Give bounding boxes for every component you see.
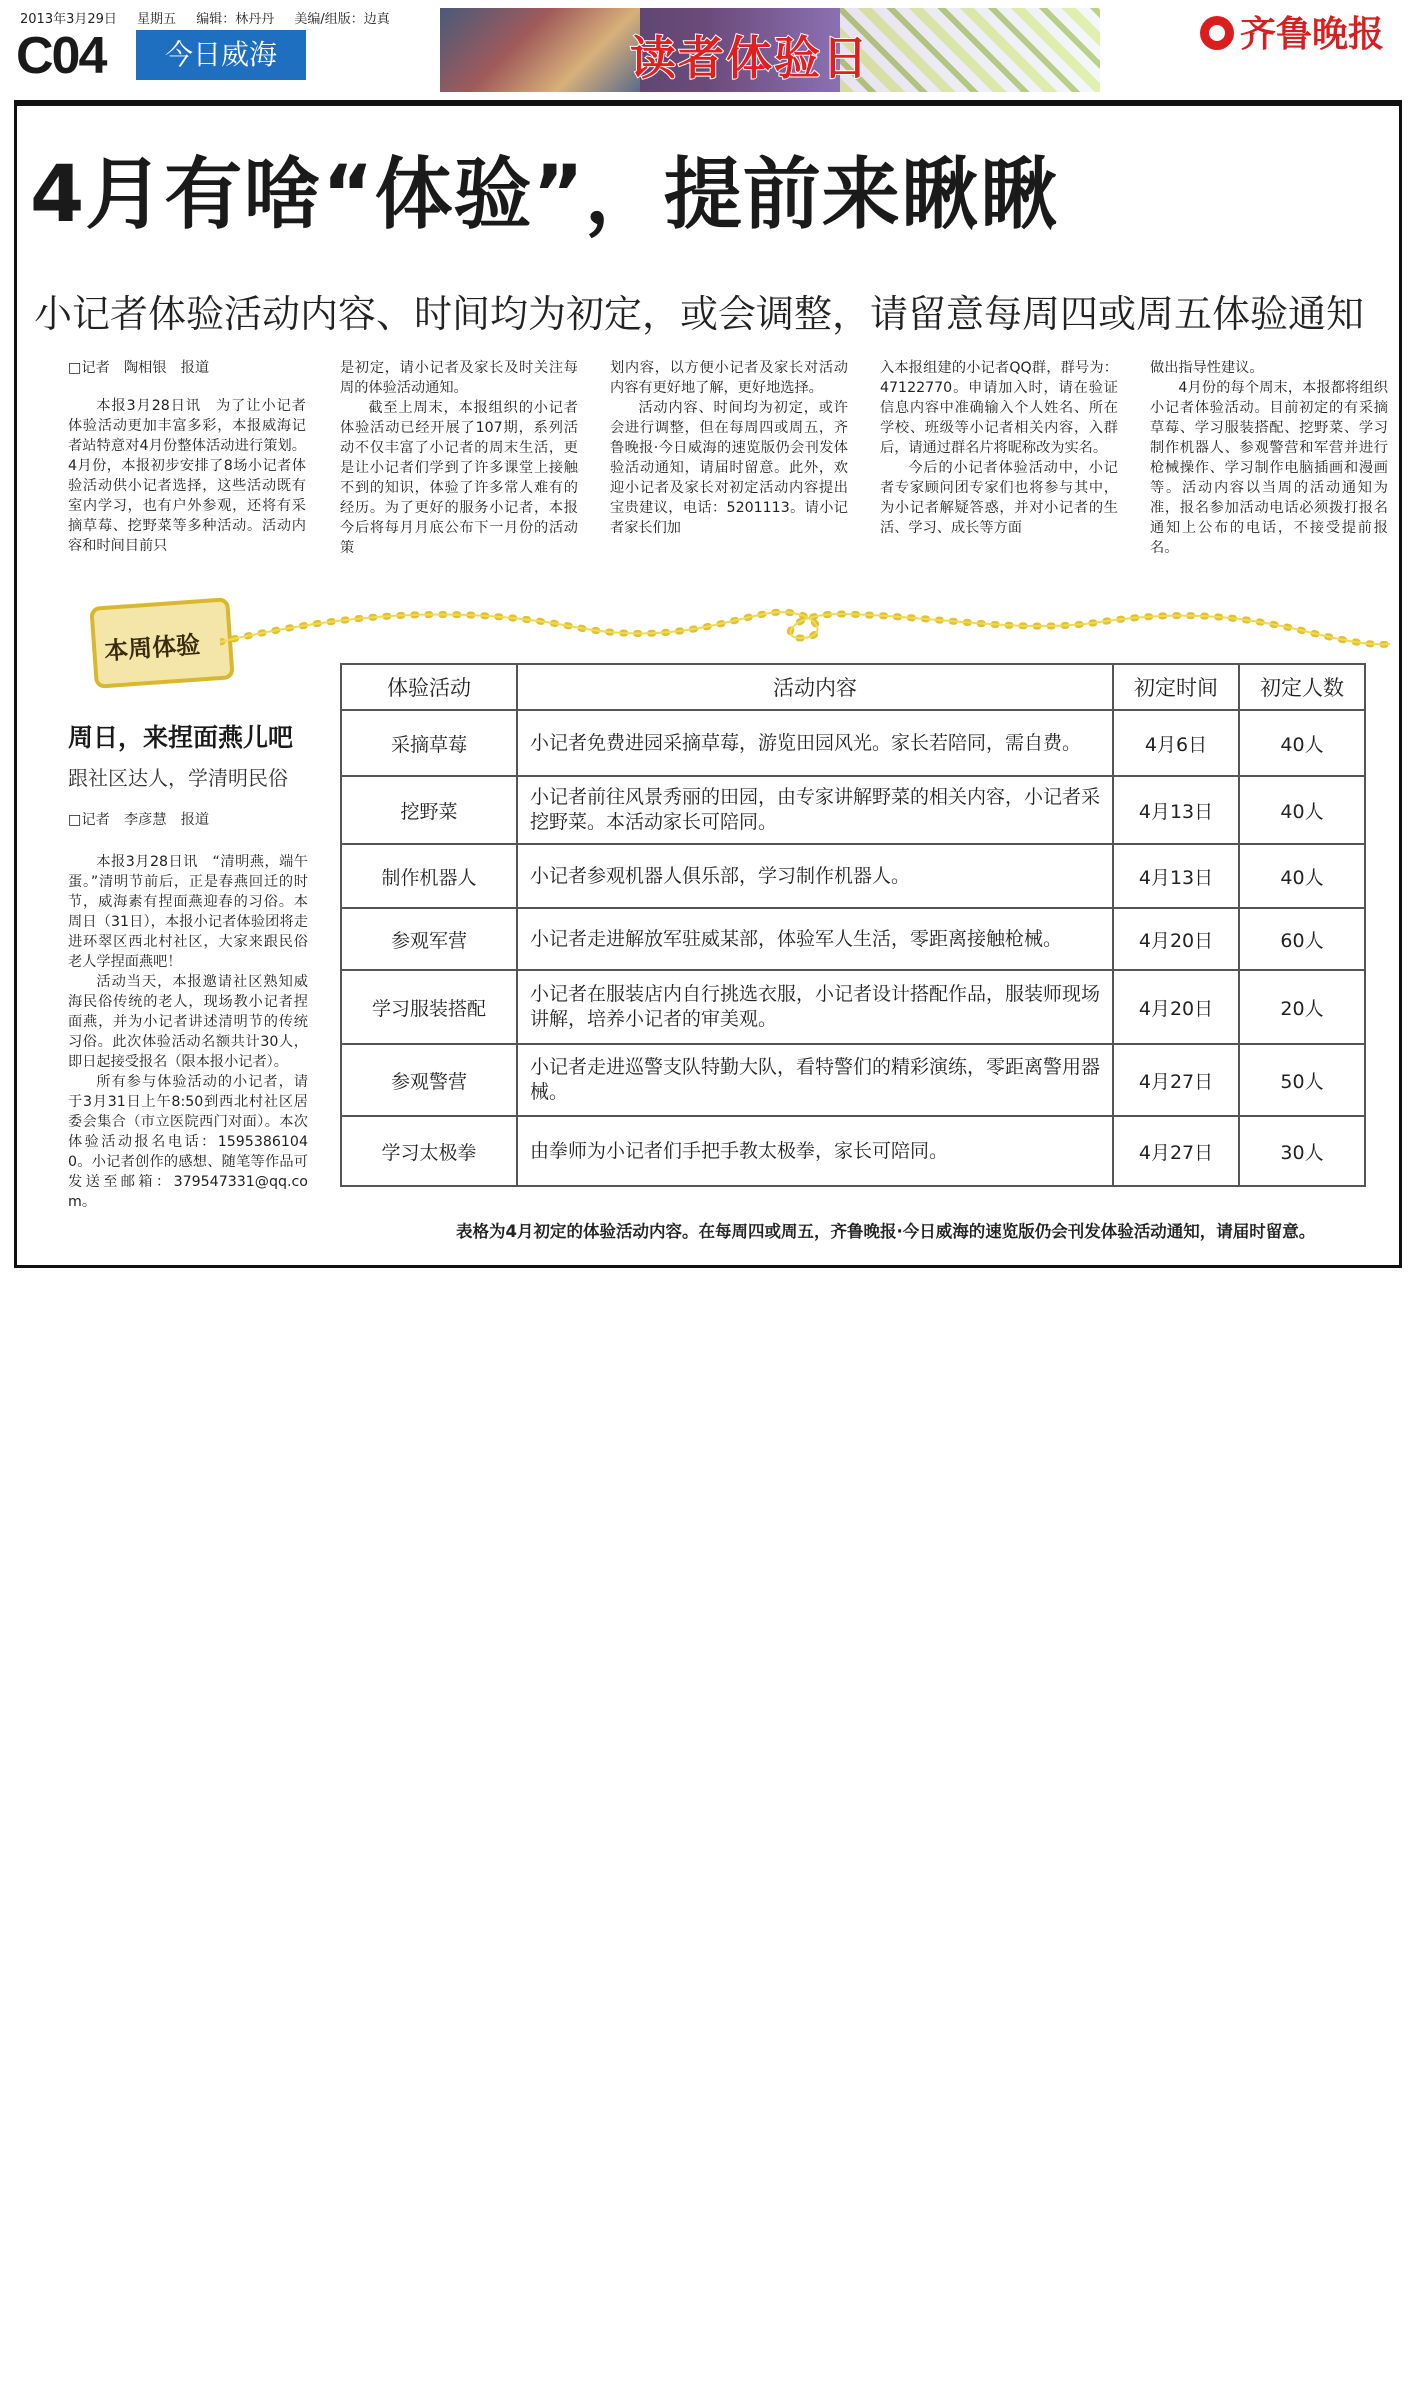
- activity-content: 小记者参观机器人俱乐部，学习制作机器人。: [517, 844, 1113, 908]
- activity-content: 小记者前往风景秀丽的田园，由专家讲解野菜的相关内容，小记者采挖野菜。本活动家长可陪同。: [517, 776, 1113, 844]
- activity-name: 参观军营: [341, 908, 517, 970]
- column-header: 活动内容: [517, 664, 1113, 710]
- activity-content: 小记者走进解放军驻威某部，体验军人生活，零距离接触枪械。: [517, 908, 1113, 970]
- side-story-byline: □记者 李彦慧 报道: [68, 812, 210, 828]
- banner-pattern: [840, 8, 1100, 92]
- article-paragraph: 划内容，以方便小记者及家长对活动内容有更好地了解，更好地选择。: [610, 360, 848, 396]
- article-paragraph: 做出指导性建议。: [1150, 360, 1264, 376]
- subheadline: 小记者体验活动内容、时间均为初定，或会调整，请留意每周四或周五体验通知: [34, 292, 1365, 336]
- activity-date: 4月13日: [1113, 844, 1239, 908]
- frame-top-rule: [14, 100, 1402, 106]
- activity-name: 学习太极拳: [341, 1116, 517, 1186]
- editor-credit: 编辑：林丹丹: [196, 12, 275, 27]
- table-row: [341, 710, 1365, 776]
- activity-capacity: 20人: [1239, 970, 1365, 1044]
- table-row: [341, 776, 1365, 844]
- logo-text: 齐鲁晚报: [1240, 13, 1385, 55]
- activity-name: 制作机器人: [341, 844, 517, 908]
- article-paragraph: 入本报组建的小记者QQ群，群号为：47122770。申请加入时，请在验证信息内容中准确输入个人姓名、所在学校、班级等小记者相关内容，入群后，请通过群名片将昵称改为实名。: [880, 360, 1118, 456]
- section-label: 今日威海: [136, 30, 306, 80]
- activity-capacity: 60人: [1239, 908, 1365, 970]
- column-header: 初定时间: [1113, 664, 1239, 710]
- side-story-body: [68, 810, 308, 1212]
- activity-content: 小记者走进巡警支队特勤大队，看特警们的精彩演练，零距离警用器械。: [517, 1044, 1113, 1116]
- activity-capacity: 40人: [1239, 844, 1365, 908]
- column-header: 体验活动: [341, 664, 517, 710]
- activity-name: 学习服装搭配: [341, 970, 517, 1044]
- column-header: 初定人数: [1239, 664, 1365, 710]
- table-row: [341, 970, 1365, 1044]
- article-column-4: [880, 358, 1118, 538]
- article-column-1: [68, 358, 306, 556]
- activity-capacity: 40人: [1239, 776, 1365, 844]
- table-row: [341, 1116, 1365, 1186]
- article-column-5: [1150, 358, 1388, 558]
- article-paragraph: 活动内容、时间均为初定，或许会进行调整，但在每周四或周五，齐鲁晚报·今日威海的速览版仍会刊发体验活动通知，请届时留意。此外，欢迎小记者及家长对初定活动内容提出宝贵建议，电话：5201113。请小记者家长们加: [610, 400, 848, 536]
- issue-date: 2013年3月29日: [20, 12, 117, 27]
- headline: 4月有啥“体验”，提前来瞅瞅: [30, 150, 1059, 240]
- activity-name: 采摘草莓: [341, 710, 517, 776]
- article-paragraph: 本报3月28日讯 为了让小记者体验活动更加丰富多彩，本报威海记者站特意对4月份整体活动进行策划。4月份，本报初步安排了8场小记者体验活动供小记者选择，这些活动既有室内学习，也有户外参观，还将有采摘草莓、挖野菜等多种活动。活动内容和时间目前只: [68, 398, 306, 554]
- article-paragraph: 截至上周末，本报组织的小记者体验活动已经开展了107期，系列活动不仅丰富了小记者的周末生活，更是让小记者们学到了许多课堂上接触不到的知识，体验了许多常人难有的经历。为了更好的服务小记者，本报今后将每月月底公布下一月份的活动策: [340, 400, 578, 556]
- decorative-wave-icon: [220, 594, 1390, 654]
- banner-photo: [440, 8, 640, 92]
- article-byline: □记者 陶相银 报道: [68, 360, 210, 376]
- activity-content: 小记者免费进园采摘草莓，游览田园风光。家长若陪同，需自费。: [517, 710, 1113, 776]
- activity-date: 4月6日: [1113, 710, 1239, 776]
- side-story-paragraph: 活动当天，本报邀请社区熟知威海民俗传统的老人，现场教小记者捏面燕，并为小记者讲述清明节的传统习俗。此次体验活动名额共计30人，即日起接受报名（限本报小记者）。: [68, 974, 308, 1070]
- side-story-title: 周日，来捏面燕儿吧: [68, 723, 294, 752]
- side-story-subtitle: 跟社区达人，学清明民俗: [68, 766, 288, 790]
- article-paragraph: 今后的小记者体验活动中，小记者专家顾问团专家们也将参与其中，为小记者解疑答惑，并对小记者的生活、学习、成长等方面: [880, 460, 1118, 536]
- activity-name: 参观警营: [341, 1044, 517, 1116]
- column-banner: [440, 8, 1100, 92]
- table-header-row: [341, 664, 1365, 710]
- activity-content: 由拳师为小记者们手把手教太极拳，家长可陪同。: [517, 1116, 1113, 1186]
- page-meta: [20, 8, 406, 27]
- designer-credit: 美编/组版：边真: [294, 12, 390, 27]
- logo-mark-icon: [1200, 16, 1234, 50]
- activity-date: 4月13日: [1113, 776, 1239, 844]
- article-column-2: [340, 358, 578, 558]
- side-story-paragraph: 本报3月28日讯 “清明燕，端午蛋。”清明节前后，正是春燕回迁的时节，威海素有捏面燕迎春的习俗。本周日（31日），本报小记者体验团将走进环翠区西北村社区，大家来跟民俗老人学捏面燕吧！: [68, 854, 308, 970]
- activity-date: 4月27日: [1113, 1044, 1239, 1116]
- article-paragraph: 是初定，请小记者及家长及时关注每周的体验活动通知。: [340, 360, 578, 396]
- activity-date: 4月27日: [1113, 1116, 1239, 1186]
- table-row: [341, 844, 1365, 908]
- article-paragraph: 4月份的每个周末，本报都将组织小记者体验活动。目前初定的有采摘草莓、学习服装搭配、挖野菜、学习制作机器人、参观警营和军营并进行枪械操作、学习制作电脑插画和漫画等。活动内容以当周的活动通知为准，报名参加活动电话必须拨打报名通知上公布的电话，不接受提前报名。: [1150, 380, 1388, 556]
- side-story-paragraph: 所有参与体验活动的小记者，请于3月31日上午8:50到西北村社区居委会集合（市立医院西门对面）。本次体验活动报名电话：15953861040。小记者创作的感想、随笔等作品可发送至邮箱：379547331@qq.com。: [68, 1074, 308, 1210]
- newspaper-logo: [1200, 6, 1384, 57]
- table-row: [341, 908, 1365, 970]
- activity-table: [340, 663, 1366, 1187]
- article-column-3: [610, 358, 848, 538]
- activity-name: 挖野菜: [341, 776, 517, 844]
- activity-capacity: 30人: [1239, 1116, 1365, 1186]
- activity-capacity: 40人: [1239, 710, 1365, 776]
- activity-capacity: 50人: [1239, 1044, 1365, 1116]
- table-caption: 表格为4月初定的体验活动内容。在每周四或周五，齐鲁晚报·今日威海的速览版仍会刊发体验活动通知，请届时留意。: [456, 1222, 1316, 1241]
- table-row: [341, 1044, 1365, 1116]
- issue-weekday: 星期五: [137, 12, 177, 27]
- activity-content: 小记者在服装店内自行挑选衣服，小记者设计搭配作品，服装师现场讲解，培养小记者的审美观。: [517, 970, 1113, 1044]
- banner-title: 读者体验日: [630, 31, 870, 85]
- activity-date: 4月20日: [1113, 908, 1239, 970]
- page-number: C04: [16, 27, 106, 85]
- activity-date: 4月20日: [1113, 970, 1239, 1044]
- badge-label: 本周体验: [103, 630, 202, 666]
